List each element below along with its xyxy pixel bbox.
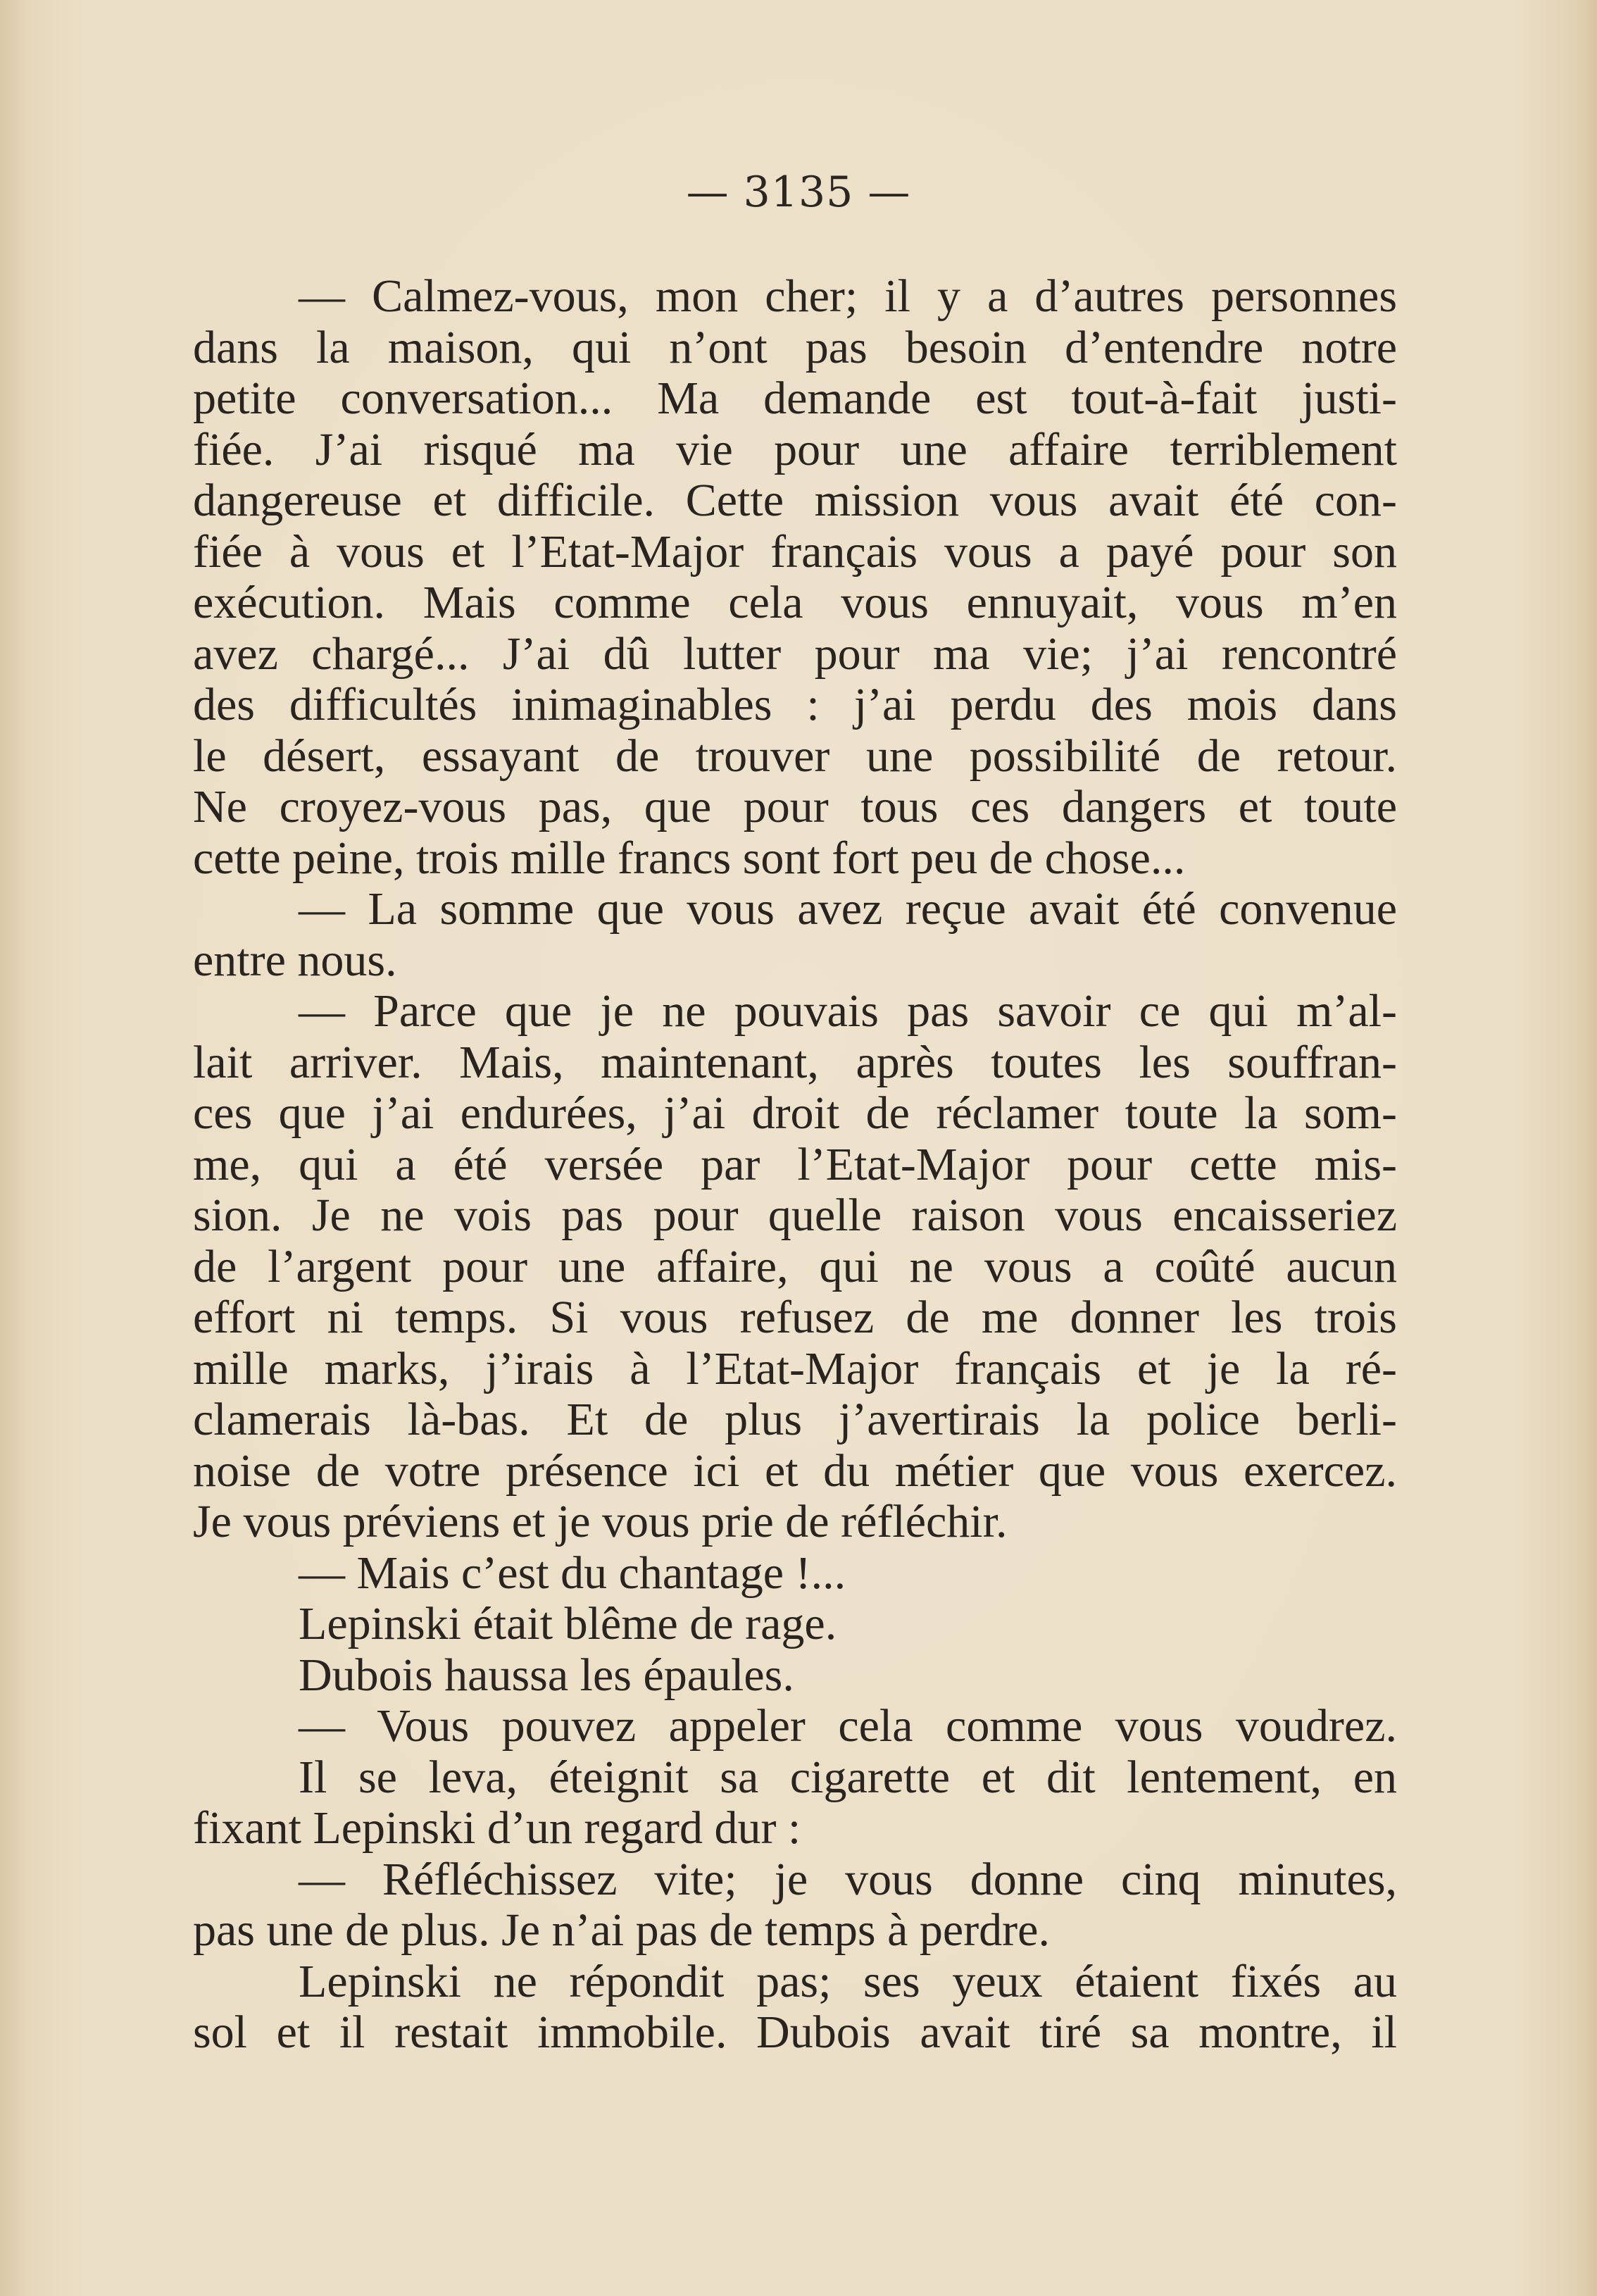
text-line: pas une de plus. Je n’ai pas de temps à perdre. bbox=[193, 1904, 1050, 1956]
text-line: noise de votre présence ici et du métier que vous exercez. bbox=[193, 1445, 1397, 1497]
text-line: dans la maison, qui n’ont pas besoin d’entendre notre bbox=[193, 321, 1397, 373]
text-line: avez chargé... J’ai dû lutter pour ma vie; j’ai rencontré bbox=[193, 628, 1397, 680]
text-line: me, qui a été versée par l’Etat-Major pour cette mis- bbox=[193, 1138, 1397, 1190]
text-line: le désert, essayant de trouver une possibilité de retour. bbox=[193, 730, 1397, 782]
text-line: fixant Lepinski d’un regard dur : bbox=[193, 1802, 801, 1854]
text-line: effort ni temps. Si vous refusez de me donner les trois bbox=[193, 1292, 1397, 1343]
text-line: sol et il restait immobile. Dubois avait tiré sa montre, il bbox=[193, 2007, 1397, 2058]
text-line: petite conversation... Ma demande est tout-à-fait justi- bbox=[193, 373, 1397, 424]
text-line: lait arriver. Mais, maintenant, après toutes les souffran- bbox=[193, 1036, 1397, 1088]
text-line: mille marks, j’irais à l’Etat-Major français et je la ré- bbox=[193, 1342, 1397, 1395]
text-line: Je vous préviens et je vous prie de réfléchir. bbox=[193, 1496, 1008, 1547]
text-line: — Calmez-vous, mon cher; il y a d’autres personnes bbox=[299, 270, 1397, 322]
text-line: — Réfléchissez vite; je vous donne cinq minutes, bbox=[299, 1853, 1397, 1905]
text-line: exécution. Mais comme cela vous ennuyait, vous m’en bbox=[193, 577, 1397, 628]
body-text bbox=[193, 271, 1397, 2059]
text-line: — La somme que vous avez reçue avait été convenue bbox=[299, 883, 1397, 935]
text-line: clamerais là-bas. Et de plus j’avertirais la police berli- bbox=[193, 1394, 1397, 1445]
text-line: des difficultés inimaginables : j’ai perdu des mois dans bbox=[193, 679, 1397, 730]
text-line: Il se leva, éteignit sa cigarette et dit lentement, en bbox=[299, 1751, 1397, 1803]
text-line: Ne croyez-vous pas, que pour tous ces dangers et toute bbox=[193, 781, 1397, 832]
text-line: ces que j’ai endurées, j’ai droit de réclamer toute la som- bbox=[193, 1087, 1397, 1139]
text-line: dangereuse et difficile. Cette mission vous avait été con- bbox=[193, 475, 1397, 526]
text-line: Lepinski était blême de rage. bbox=[299, 1598, 837, 1649]
text-line: Dubois haussa les épaules. bbox=[299, 1649, 794, 1701]
text-line: de l’argent pour une affaire, qui ne vous a coûté aucun bbox=[193, 1240, 1397, 1292]
text-line: cette peine, trois mille francs sont fort peu de chose... bbox=[193, 832, 1186, 884]
text-line: sion. Je ne vois pas pour quelle raison vous encaisseriez bbox=[193, 1190, 1397, 1241]
text-line: — Parce que je ne pouvais pas savoir ce qui m’al- bbox=[299, 985, 1397, 1037]
text-line: fiée à vous et l’Etat-Major français vous a payé pour son bbox=[193, 525, 1397, 578]
text-line: — Vous pouvez appeler cela comme vous voudrez. bbox=[299, 1700, 1397, 1752]
text-line: Lepinski ne répondit pas; ses yeux étaient fixés au bbox=[299, 1955, 1397, 2007]
page-number: — 3135 — bbox=[686, 168, 911, 217]
text-line: fiée. J’ai risqué ma vie pour une affaire terriblement bbox=[193, 423, 1397, 475]
text-line: — Mais c’est du chantage !... bbox=[299, 1547, 846, 1599]
text-line: entre nous. bbox=[193, 934, 397, 986]
